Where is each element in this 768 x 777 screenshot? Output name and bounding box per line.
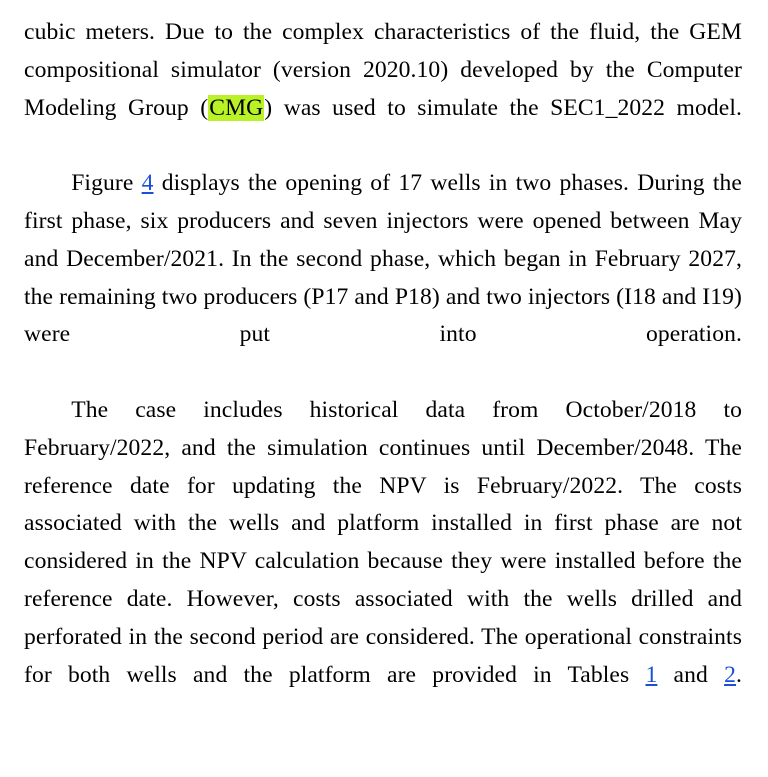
highlighted-text-cmg: CMG xyxy=(209,94,264,121)
figure-reference-link[interactable]: 4 xyxy=(141,170,154,197)
paragraph-conjunction: and xyxy=(657,661,725,688)
paragraph-text: Figure xyxy=(71,170,142,197)
table-reference-link-2[interactable]: 2 xyxy=(724,661,736,688)
table-reference-link-1[interactable]: 1 xyxy=(645,661,658,688)
paragraph-case-history xyxy=(24,392,742,732)
paragraph-text: cubic meters. Due to the complex characteristics of the fluid, the GEM compositional simulator (version 2020.10) developed by the Computer Modeling Group ( xyxy=(24,19,742,121)
paragraph-simulator xyxy=(24,14,742,165)
paragraph-wells-phases xyxy=(24,165,742,392)
paragraph-text-tail: displays the opening of 17 wells in two phases. During the first phase, six producers and seven injectors were opened between May and December/2021. In the second phase, which began in February 2027, the remaining two producers (P17 and P18) and two injectors (I18 and I19) were put into operation. xyxy=(24,170,742,348)
paragraph-text: The case includes historical data from October/2018 to February/2022, and the simulation continues until December/2048. The reference date for updating the NPV is February/2022. The costs associated with the wells and platform installed in first phase are not considered in the NPV calculation because they were installed before the reference date. However, costs associated with the wells drilled and perforated in the second period are considered. The operational constraints for both wells and the platform are provided in Tables xyxy=(24,396,742,688)
paragraph-text-tail: ) was used to simulate the SEC1_2022 model. xyxy=(264,94,742,121)
paragraph-period: . xyxy=(736,661,742,688)
